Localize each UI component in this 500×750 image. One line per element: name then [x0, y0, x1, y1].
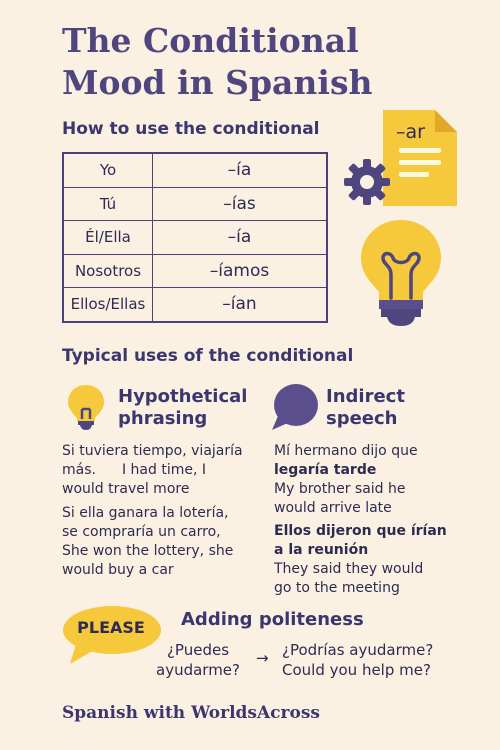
lightbulb-icon	[357, 216, 445, 328]
speech-bubble-icon	[270, 382, 320, 432]
conditional-translation: Could you help me?	[282, 661, 431, 679]
ending-cell: –ías	[153, 187, 328, 221]
indirect-heading-line-1: Indirect	[326, 386, 405, 407]
table-row	[63, 153, 327, 187]
page-title	[62, 20, 392, 104]
example-translation: would buy a car	[62, 562, 174, 578]
brand-footer: Spanish with WorldsAcross	[62, 703, 320, 723]
hypothetical-heading	[118, 386, 247, 430]
ending-cell: –ían	[153, 288, 328, 322]
direct-line-1: ¿Puedes	[166, 641, 230, 659]
title-line-2: Mood in Spanish	[62, 63, 373, 102]
pronoun-cell: Ellos/Ellas	[63, 288, 153, 322]
example-text: Mí hermano dijo que	[274, 443, 418, 459]
ending-cell: –ía	[153, 153, 328, 187]
example-translation: She won the lottery, she	[62, 543, 234, 559]
ending-cell: –íamos	[153, 254, 328, 288]
example-text: Si tuviera tiempo, viajaría	[62, 443, 243, 459]
hypothetical-example-1	[62, 442, 267, 499]
pronoun-cell: Tú	[63, 187, 153, 221]
pronoun-cell: Nosotros	[63, 254, 153, 288]
please-badge: PLEASE	[77, 618, 145, 637]
indirect-example-1	[274, 442, 474, 518]
title-line-1: The Conditional	[62, 21, 359, 60]
document-label: –ar	[396, 121, 425, 143]
example-text: legaría tarde	[274, 462, 377, 478]
example-text: más.	[62, 462, 96, 478]
ending-cell: –ía	[153, 221, 328, 255]
table-row	[63, 221, 327, 255]
example-text: Si ella ganara la lotería,	[62, 505, 229, 521]
hypothetical-example-2	[62, 504, 267, 580]
example-translation: I had time, I	[121, 462, 206, 478]
indirect-heading-line-2: speech	[326, 408, 398, 429]
indirect-example-2	[274, 522, 474, 598]
table-row	[63, 288, 327, 322]
pronoun-cell: Él/Ella	[63, 221, 153, 255]
example-text: a la reunión	[274, 542, 369, 558]
pronoun-cell: Yo	[63, 153, 153, 187]
gear-icon	[343, 158, 391, 206]
example-translation: would arrive late	[274, 500, 392, 516]
politeness-heading: Adding politeness	[181, 609, 364, 630]
example-text: Ellos dijeron que írían	[274, 523, 447, 539]
typical-uses-heading: Typical uses of the conditional	[62, 346, 354, 366]
conjugation-table	[62, 152, 328, 323]
example-translation: They said they would	[274, 561, 424, 577]
politeness-direct	[150, 640, 246, 680]
table-row	[63, 254, 327, 288]
direct-line-2: ayudarme?	[156, 661, 240, 679]
example-translation: My brother said he	[274, 481, 406, 497]
hypothetical-heading-line-1: Hypothetical	[118, 386, 248, 407]
conditional-line-1: ¿Podrías ayudarme?	[282, 641, 434, 659]
example-translation: go to the meeting	[274, 580, 400, 596]
indirect-speech-heading	[326, 386, 405, 430]
table-row	[63, 187, 327, 221]
how-to-heading: How to use the conditional	[62, 119, 320, 139]
hypothetical-heading-line-2: phrasing	[118, 408, 208, 429]
lightbulb-small-icon	[66, 383, 106, 431]
arrow-icon: →	[256, 649, 269, 667]
example-text: se compraría un carro,	[62, 524, 221, 540]
example-translation: would travel more	[62, 481, 190, 497]
politeness-conditional	[282, 640, 433, 680]
